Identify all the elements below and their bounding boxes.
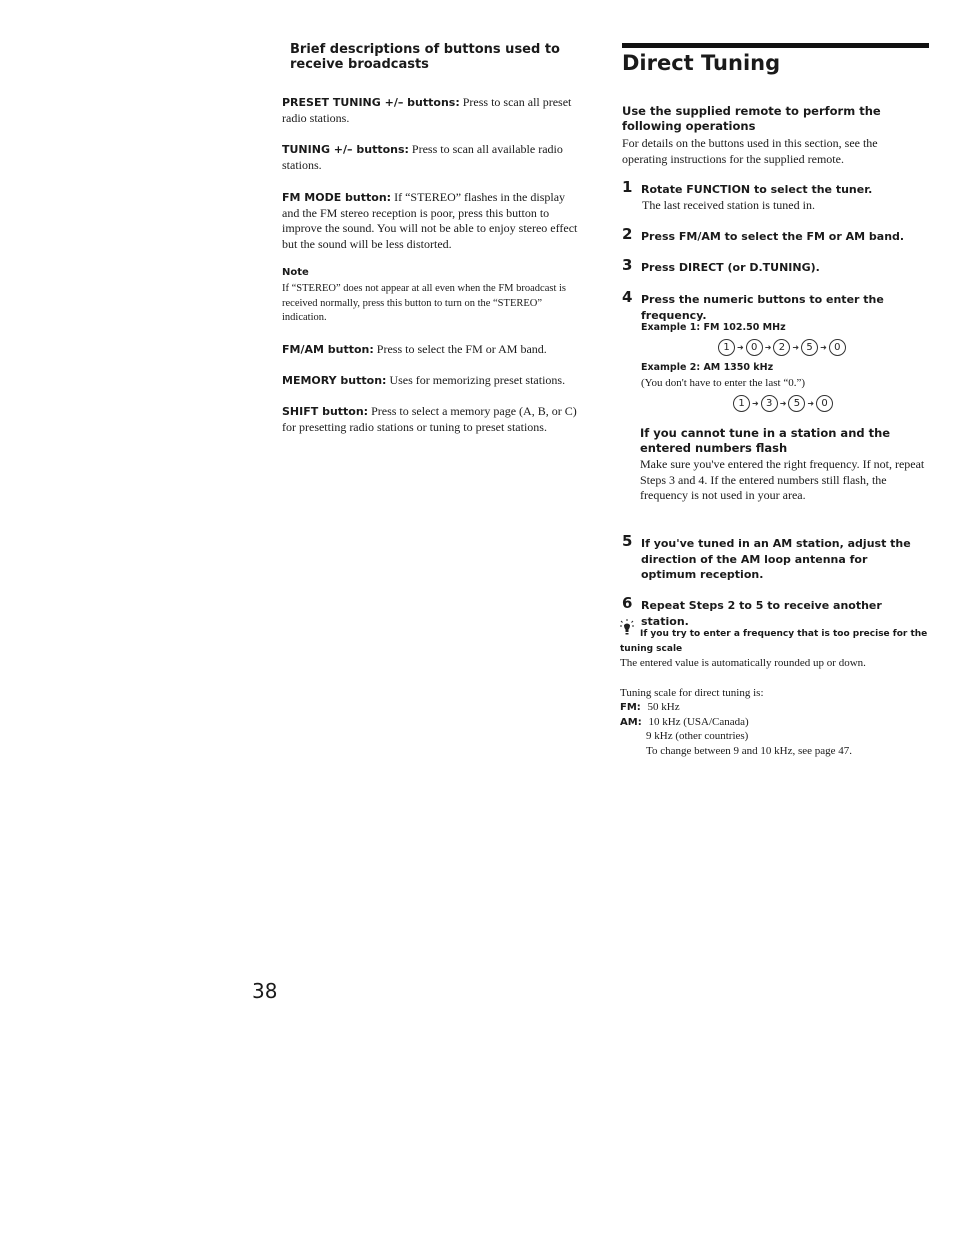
- term-tuning: TUNING +/– buttons:: [282, 143, 409, 156]
- step-number: 2: [622, 225, 633, 243]
- term-shift: SHIFT button:: [282, 405, 369, 418]
- desc-memory: [282, 373, 582, 389]
- note-text: If “STEREO” does not appear at all even when the FM broadcast is received normally, press this button to turn on the “STEREO” indication.: [282, 283, 566, 323]
- desc-text: Press to select a memory page (A, B, or C) for presetting radio stations or tuning to preset stations.: [282, 404, 577, 434]
- fm-label: FM:: [620, 702, 641, 713]
- am-value-usa: 10 kHz (USA/Canada): [648, 716, 749, 728]
- intro-text: For details on the buttons used in this section, see the operating instructions for the supplied remote.: [622, 136, 878, 166]
- numeric-key-icon: 1: [718, 339, 735, 356]
- desc-shift: [282, 404, 582, 435]
- arrow-right-icon: ➜: [820, 343, 827, 352]
- arrow-right-icon: ➜: [737, 343, 744, 352]
- step-number: 1: [622, 178, 633, 196]
- desc-text: Uses for memorizing preset stations.: [389, 373, 566, 387]
- am-value-other: 9 kHz (other countries): [646, 730, 749, 742]
- numeric-key-icon: 1: [733, 395, 750, 412]
- desc-text: Press to scan all available radio stations.: [282, 142, 563, 172]
- step-text: Rotate FUNCTION to select the tuner.: [641, 183, 873, 196]
- warning-text: Make sure you've entered the right frequency. If not, repeat Steps 3 and 4. If the entered numbers still flash, the frequency is not used in your area.: [640, 457, 925, 502]
- numeric-key-icon: 2: [773, 339, 790, 356]
- term-fm-mode: FM MODE button:: [282, 191, 392, 204]
- step-desc: The last received station is tuned in.: [642, 197, 815, 212]
- step-text: Press the numeric buttons to enter the frequency.: [641, 293, 884, 322]
- step-5: [622, 532, 932, 583]
- numeric-key-icon: 0: [829, 339, 846, 356]
- arrow-right-icon: ➜: [779, 399, 787, 408]
- step-text: Press FM/AM to select the FM or AM band.: [641, 230, 905, 243]
- desc-fm-am: [282, 342, 582, 358]
- am-label: AM:: [620, 717, 642, 728]
- page-number: 38: [252, 979, 278, 1003]
- step-text: Press DIRECT (or D.TUNING).: [641, 261, 820, 274]
- term-fm-am: FM/AM button:: [282, 343, 374, 356]
- step-text: If you've tuned in an AM station, adjust the direction of the AM loop antenna for optimum reception.: [641, 537, 911, 581]
- desc-text: If “STEREO” flashes in the display and the FM stereo reception is poor, press this button to improve the sound. You will not be able to enjoy stereo effect but the sound will be less distorted.: [282, 190, 578, 251]
- numeric-key-icon: 5: [788, 395, 805, 412]
- desc-text: Press to scan all preset radio stations.: [282, 95, 572, 125]
- term-preset-tuning: PRESET TUNING +/– buttons:: [282, 96, 460, 109]
- numeric-key-icon: 0: [746, 339, 763, 356]
- example-2-note: (You don't have to enter the last “0.”): [641, 377, 805, 389]
- arrow-right-icon: ➜: [792, 343, 800, 352]
- step-3: [622, 256, 932, 276]
- tuning-scale-fm: [620, 700, 680, 716]
- step-text: Repeat Steps 2 to 5 to receive another station.: [641, 599, 882, 628]
- note-label: Note: [282, 267, 309, 278]
- fm-value: 50 kHz: [647, 701, 680, 713]
- step-number: 5: [622, 532, 633, 550]
- arrow-right-icon: ➜: [764, 343, 772, 352]
- tip-text: The entered value is automatically rounded up or down.: [620, 657, 866, 669]
- desc-text: Press to select the FM or AM band.: [376, 342, 547, 356]
- arrow-right-icon: ➜: [752, 399, 759, 408]
- am-change-note: To change between 9 and 10 kHz, see page 47.: [646, 745, 853, 757]
- example-2-key-sequence: [733, 395, 833, 412]
- section-subhead: Use the supplied remote to perform the following operations: [622, 104, 881, 133]
- step-number: 3: [622, 256, 633, 274]
- desc-preset-tuning: [282, 95, 582, 126]
- step-number: 6: [622, 594, 633, 612]
- step-number: 4: [622, 288, 633, 306]
- tuning-scale-intro: Tuning scale for direct tuning is:: [620, 687, 764, 699]
- step-6: [622, 594, 932, 629]
- page-title: Direct Tuning: [622, 51, 781, 75]
- warning-heading: If you cannot tune in a station and the entered numbers flash: [640, 426, 891, 455]
- left-section-heading: Brief descriptions of buttons used to receive broadcasts: [290, 42, 560, 72]
- numeric-key-icon: 5: [801, 339, 818, 356]
- step-1: [622, 178, 932, 213]
- desc-fm-mode: [282, 190, 582, 252]
- example-1-label: Example 1: FM 102.50 MHz: [641, 322, 786, 333]
- numeric-key-icon: 3: [761, 395, 778, 412]
- step-2: [622, 225, 932, 245]
- numeric-key-icon: 0: [816, 395, 833, 412]
- tip-heading: If you try to enter a frequency that is too precise for the tuning scale: [620, 629, 928, 654]
- desc-tuning: [282, 142, 582, 173]
- term-memory: MEMORY button:: [282, 374, 387, 387]
- example-1-key-sequence: [718, 339, 846, 356]
- arrow-right-icon: ➜: [807, 399, 815, 408]
- step-4: [622, 288, 932, 323]
- example-2-label: Example 2: AM 1350 kHz: [641, 362, 774, 373]
